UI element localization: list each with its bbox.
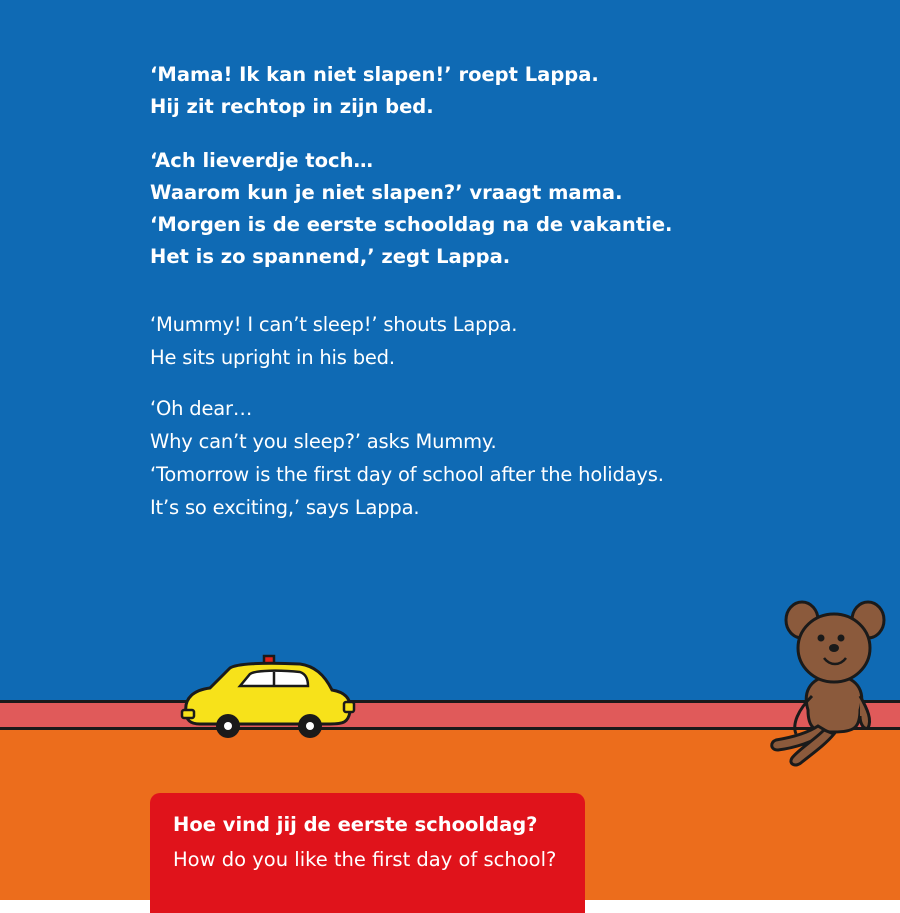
english-paragraph-2 — [150, 392, 664, 524]
text-line: ‘Tomorrow is the first day of school after the holidays. — [150, 463, 664, 486]
text-line: Why can’t you sleep?’ asks Mummy. — [150, 430, 497, 453]
text-line: Hij zit rechtop in zijn bed. — [150, 95, 434, 118]
text-line: ‘Morgen is de eerste schooldag na de vakantie. — [150, 213, 673, 236]
text-line: ‘Mama! Ik kan niet slapen!’ roept Lappa. — [150, 63, 599, 86]
text-line: Het is zo spannend,’ zegt Lappa. — [150, 245, 511, 268]
teddy-bear-illustration — [768, 600, 898, 770]
question-box — [150, 793, 585, 913]
text-line: Waarom kun je niet slapen?’ vraagt mama. — [150, 181, 623, 204]
text-line: It’s so exciting,’ says Lappa. — [150, 496, 420, 519]
question-dutch: Hoe vind jij de eerste schooldag? — [173, 813, 538, 836]
text-line: He sits upright in his bed. — [150, 346, 395, 369]
text-line: ‘Mummy! I can’t sleep!’ shouts Lappa. — [150, 313, 518, 336]
text-line: ‘Ach lieverdje toch… — [150, 149, 373, 172]
text-line: ‘Oh dear… — [150, 397, 253, 420]
road-stripe — [0, 700, 900, 730]
dutch-paragraph-2 — [150, 145, 672, 273]
taxi-car-illustration — [180, 652, 360, 742]
dutch-paragraph-1 — [150, 59, 599, 123]
question-english: How do you like the first day of school? — [173, 848, 557, 871]
english-paragraph-1 — [150, 308, 517, 374]
